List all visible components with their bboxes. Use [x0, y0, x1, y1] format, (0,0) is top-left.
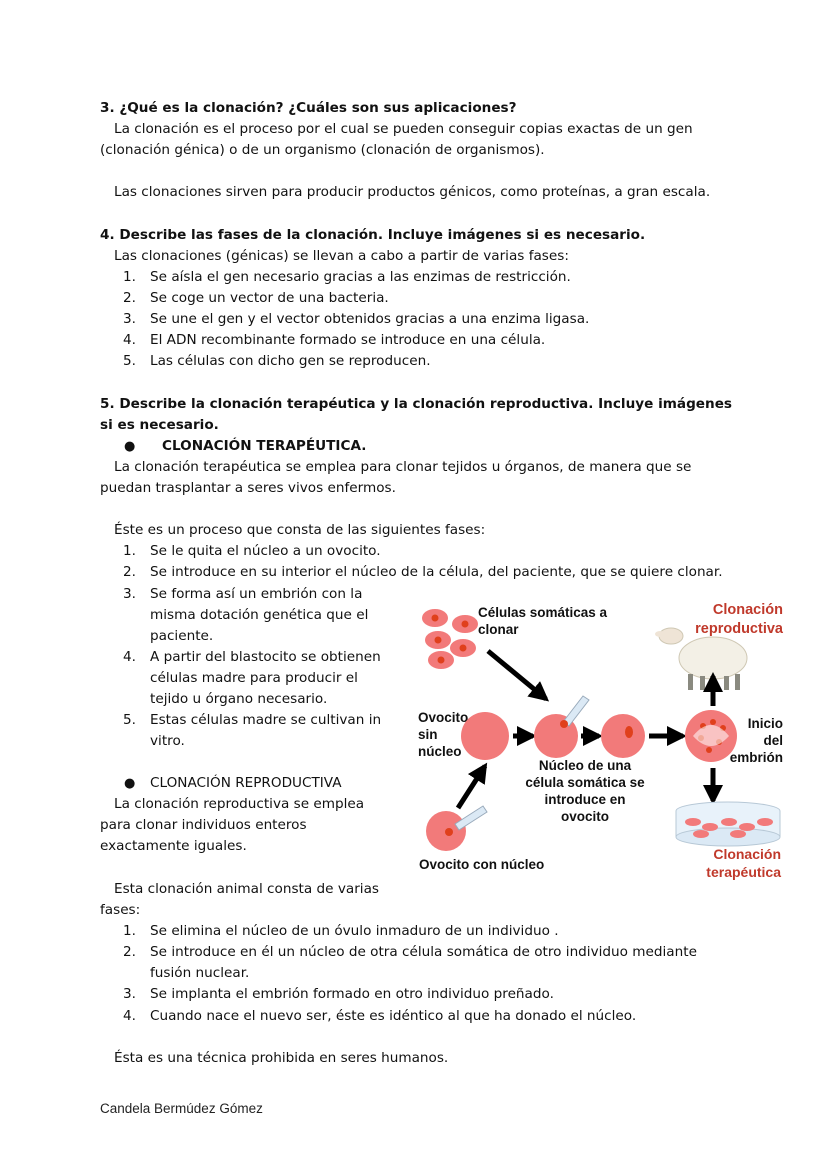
list-number: 4.: [123, 649, 136, 665]
list-number: 1.: [123, 543, 136, 559]
bullet-icon: ●: [124, 439, 136, 454]
q3-applications: Las clonaciones sirven para producir productos génicos, como proteínas, a gran escala.: [114, 184, 711, 200]
list-item: Cuando nace el nuevo ser, éste es idéntico al que ha donado el núcleo.: [150, 1008, 637, 1024]
list-item-continuation: tejido u órgano necesario.: [150, 691, 328, 707]
list-item: Se introduce en su interior el núcleo de la célula, del paciente, que se quiere clonar.: [150, 564, 723, 580]
oocyte-nucleated-icon: [601, 714, 645, 758]
repro-intro-line: Esta clonación animal consta de varias: [114, 881, 379, 897]
label-embryo: del: [763, 733, 783, 748]
terap-paragraph-line: La clonación terapéutica se emplea para clonar tejidos u órganos, de manera que se: [114, 459, 692, 475]
terap-paragraph-line: puedan trasplantar a seres vivos enfermos.: [100, 480, 396, 496]
terap-intro: Éste es un proceso que consta de las siguientes fases:: [114, 522, 486, 538]
list-item: Se implanta el embrión formado en otro individuo preñado.: [150, 986, 554, 1002]
bullet-icon: ●: [124, 776, 136, 791]
repro-paragraph-line: La clonación reproductiva se emplea: [114, 796, 365, 812]
list-item: El ADN recombinante formado se introduce en una célula.: [150, 332, 546, 348]
footer-author: Candela Bermúdez Gómez: [100, 1101, 263, 1116]
q5-heading: 5. Describe la clonación terapéutica y la clonación reproductiva. Incluye imágenes: [100, 396, 733, 412]
list-item-continuation: vitro.: [150, 733, 185, 749]
q3-paragraph-line: (clonación génica) o de un organismo (clonación de organismos).: [100, 142, 545, 158]
list-item: Se le quita el núcleo a un ovocito.: [150, 543, 381, 559]
list-item: A partir del blastocito se obtienen: [150, 649, 381, 665]
list-number: 1.: [123, 923, 136, 939]
label-terap: Clonación: [713, 846, 781, 862]
list-number: 5.: [123, 353, 136, 369]
list-number: 2.: [123, 564, 136, 580]
list-item: Las células con dicho gen se reproducen.: [150, 353, 431, 369]
label-oocyte-no-nucleus: sin: [418, 727, 438, 742]
repro-closing: Ésta es una técnica prohibida en seres humanos.: [114, 1050, 449, 1066]
label-nucleus-injection: introduce en: [544, 792, 626, 807]
list-item: Se introduce en él un núcleo de otra célula somática de otro individuo mediante: [150, 944, 697, 960]
list-item: Se elimina el núcleo de un óvulo inmaduro de un individuo .: [150, 923, 559, 939]
label-nucleus-injection: célula somática se: [525, 775, 645, 790]
somatic-cells-icon: [422, 609, 478, 669]
list-number: 2.: [123, 290, 136, 306]
repro-intro-line: fases:: [100, 902, 141, 918]
label-somatic: clonar: [478, 622, 519, 637]
list-number: 4.: [123, 332, 136, 348]
list-item-continuation: misma dotación genética que el: [150, 607, 369, 623]
arrow-icon: [458, 766, 485, 808]
list-item: Se aísla el gen necesario gracias a las enzimas de restricción.: [150, 269, 571, 285]
list-item: Se coge un vector de una bacteria.: [150, 290, 389, 306]
list-number: 3.: [123, 586, 136, 602]
label-repro: Clonación: [712, 602, 783, 618]
q4-intro: Las clonaciones (génicas) se llevan a cabo a partir de varias fases:: [114, 248, 569, 264]
q3-paragraph-line: La clonación es el proceso por el cual se pueden conseguir copias exactas de un gen: [114, 121, 693, 137]
list-item-continuation: fusión nuclear.: [150, 965, 250, 981]
repro-paragraph-line: para clonar individuos enteros: [100, 817, 307, 833]
q3-heading: 3. ¿Qué es la clonación? ¿Cuáles son sus aplicaciones?: [100, 100, 517, 116]
list-number: 3.: [123, 311, 136, 327]
oocyte-empty-icon: [461, 712, 509, 760]
q4-heading: 4. Describe las fases de la clonación. Incluye imágenes si es necesario.: [100, 227, 646, 243]
q5-heading: si es necesario.: [100, 417, 219, 433]
list-item: Se une el gen y el vector obtenidos gracias a una enzima ligasa.: [150, 311, 590, 327]
petri-dish-icon: [676, 802, 780, 846]
section-title-reproductiva: CLONACIÓN REPRODUCTIVA: [150, 775, 342, 791]
list-number: 4.: [123, 1008, 136, 1024]
label-repro: reproductiva: [695, 621, 783, 637]
arrow-icon: [488, 651, 546, 699]
list-number: 1.: [123, 269, 136, 285]
label-oocyte-no-nucleus: núcleo: [418, 744, 462, 759]
label-oocyte-with-nucleus: Ovocito con núcleo: [419, 857, 545, 872]
list-item: Se forma así un embrión con la: [150, 586, 363, 602]
list-item-continuation: paciente.: [150, 628, 214, 644]
label-embryo: Inicio: [747, 716, 783, 731]
label-somatic: Células somáticas a: [478, 605, 608, 620]
label-terap: terapéutica: [706, 864, 781, 880]
list-number: 3.: [123, 986, 136, 1002]
list-item: Estas células madre se cultivan in: [150, 712, 382, 728]
sheep-icon: [655, 628, 747, 690]
list-item-continuation: células madre para producir el: [150, 670, 358, 686]
label-nucleus-injection: ovocito: [560, 809, 610, 824]
list-number: 2.: [123, 944, 136, 960]
section-title-terapeutica: CLONACIÓN TERAPÉUTICA.: [162, 438, 367, 454]
list-number: 5.: [123, 712, 136, 728]
label-oocyte-no-nucleus: Ovocito: [418, 710, 469, 725]
cloning-diagram: [413, 596, 786, 882]
repro-paragraph-line: exactamente iguales.: [100, 838, 247, 854]
label-embryo: embrión: [729, 750, 783, 765]
label-nucleus-injection: Núcleo de una: [538, 758, 632, 773]
